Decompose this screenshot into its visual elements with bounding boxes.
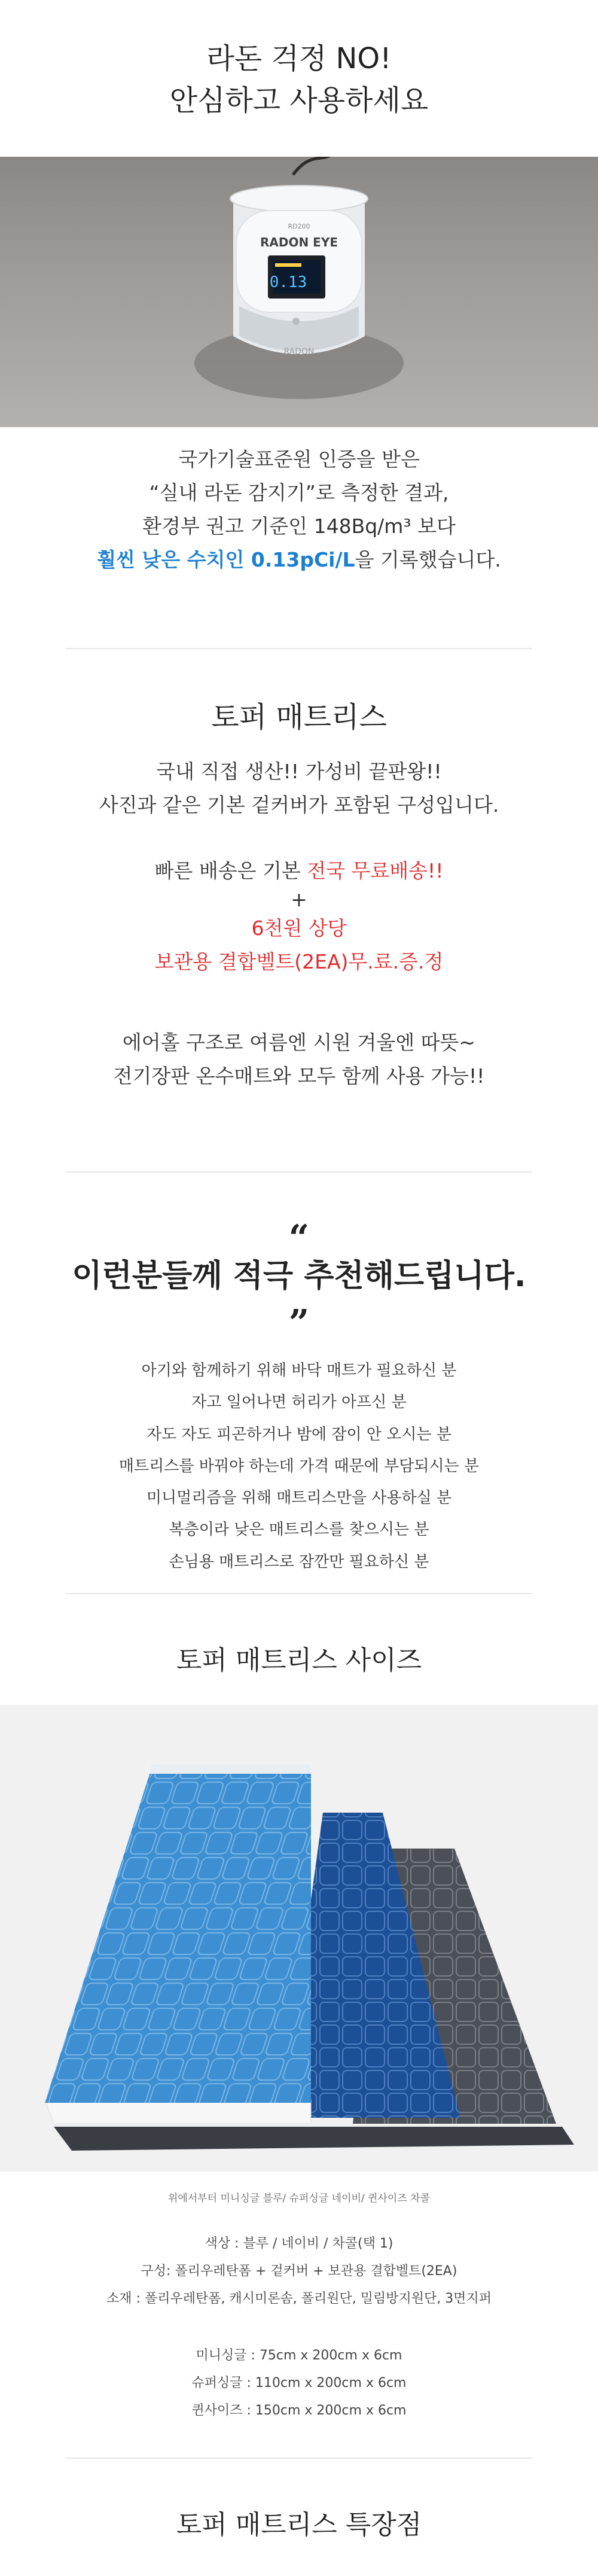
- device-brand-text: RADON EYE: [260, 235, 338, 249]
- topper-line7: 전기장판 온수매트와 모두 함께 사용 가능!!: [113, 1064, 485, 1088]
- list-item: 자고 일어나면 허리가 아프신 분: [191, 1393, 407, 1412]
- list-item: 매트리스를 바꿔야 하는데 가격 때문에 부담되시는 분: [118, 1457, 480, 1475]
- charcoal-mattress-edge: [54, 2127, 574, 2151]
- shipping-line: [0, 854, 598, 888]
- topper-shipping: [0, 854, 598, 979]
- cert-line1: 국가기술표준원 인증을 받은: [178, 447, 420, 471]
- dimension-list: [0, 2342, 598, 2425]
- cert-line4: [0, 543, 598, 577]
- mattress-photo: [0, 1705, 598, 2172]
- device-model-text: RD200: [288, 223, 310, 230]
- section-divider: [66, 1593, 532, 1594]
- white-side: [45, 2100, 311, 2124]
- dimension-line: 미니싱글 : 75cm x 200cm x 6cm: [196, 2348, 402, 2363]
- topper-line1: 국내 직접 생산!! 가성비 끝판왕!!: [156, 760, 442, 783]
- section-divider: [66, 2458, 532, 2459]
- cert-line2: “실내 라돈 감지기”로 측정한 결과,: [149, 481, 449, 505]
- radon-heading: [0, 38, 598, 121]
- blue-mattress-top-edge: [150, 1765, 311, 1774]
- shipping-prefix: 빠른 배송은 기본: [154, 859, 307, 882]
- size-title: 토퍼 매트리스 사이즈: [176, 1645, 422, 1676]
- radon-detector-illustration: [0, 157, 598, 427]
- section-divider: [66, 1171, 532, 1173]
- recommend-title: 이런분들께 적극 추천해드립니다.: [72, 1258, 526, 1294]
- dimension-line: 슈퍼싱글 : 110cm x 200cm x 6cm: [191, 2376, 407, 2391]
- radon-title-line1: 라돈 걱정 NO!: [206, 42, 392, 75]
- svg-text:RADON: RADON: [283, 347, 315, 357]
- cert-line4-rest: 을 기록했습니다.: [355, 548, 501, 572]
- topper-line6: 에어홀 구조로 여름엔 시원 겨울엔 따뜻~: [122, 1031, 476, 1054]
- radon-title-line2: 안심하고 사용하세요: [169, 83, 429, 117]
- features-title: 토퍼 매트리스 특장점: [176, 2510, 422, 2540]
- free-shipping-highlight: 전국 무료배송!!: [307, 859, 444, 882]
- recommend-list: [0, 1355, 598, 1578]
- plus-sign: +: [291, 888, 307, 912]
- radon-certification: [0, 443, 598, 577]
- close-quote: ”: [288, 1302, 310, 1344]
- gift-value-highlight: 6천원 상당: [251, 916, 347, 940]
- list-item: 미니멀리즘을 위해 매트리스만을 사용하실 분: [146, 1489, 452, 1508]
- mattress-stack-illustration: [0, 1705, 598, 2172]
- dimension-line: 퀸사이즈 : 150cm x 200cm x 6cm: [191, 2403, 407, 2419]
- list-item: 자도 자도 피곤하거나 밤에 잠이 안 오시는 분: [147, 1425, 451, 1444]
- spec-line: 색상 : 블루 / 네이비 / 차콜(택 1): [205, 2236, 393, 2251]
- open-quote: “: [288, 1217, 310, 1259]
- spec-list: [0, 2230, 598, 2313]
- blue-mattress: [45, 1765, 311, 2103]
- device-reading-text: 0.13: [269, 273, 307, 291]
- photo-caption: 위에서부터 미니싱글 블루/ 슈퍼싱글 네이비/ 퀸사이즈 차콜: [167, 2193, 430, 2204]
- topper-title: 토퍼 매트리스: [211, 701, 387, 734]
- section-divider: [66, 648, 532, 649]
- spec-line: 구성: 폴리우레탄폼 + 겉커버 + 보관용 결합벨트(2EA): [141, 2264, 457, 2279]
- list-item: 복층이라 낮은 매트리스를 찾으시는 분: [169, 1521, 429, 1539]
- list-item: 손님용 매트리스로 잠깐만 필요하신 분: [169, 1552, 429, 1571]
- list-item: 아기와 함께하기 위해 바닥 매트가 필요하신 분: [141, 1362, 457, 1380]
- cert-line3: 환경부 권고 기준인 148Bq/m³ 보다: [142, 514, 456, 538]
- topper-intro: [0, 755, 598, 822]
- radon-detector-photo: [0, 157, 598, 427]
- topper-usage: [0, 1026, 598, 1093]
- gift-belt-highlight: 보관용 결합벨트(2EA)무.료.증.정: [154, 949, 444, 973]
- cert-highlight: 훨씬 낮은 수치인 0.13pCi/L: [97, 548, 355, 572]
- topper-line2: 사진과 같은 기본 겉커버가 포함된 구성입니다.: [99, 793, 499, 817]
- spec-line: 소재 : 폴리우레탄폼, 캐시미론솜, 폴리원단, 밀림방지원단, 3면지퍼: [106, 2291, 492, 2307]
